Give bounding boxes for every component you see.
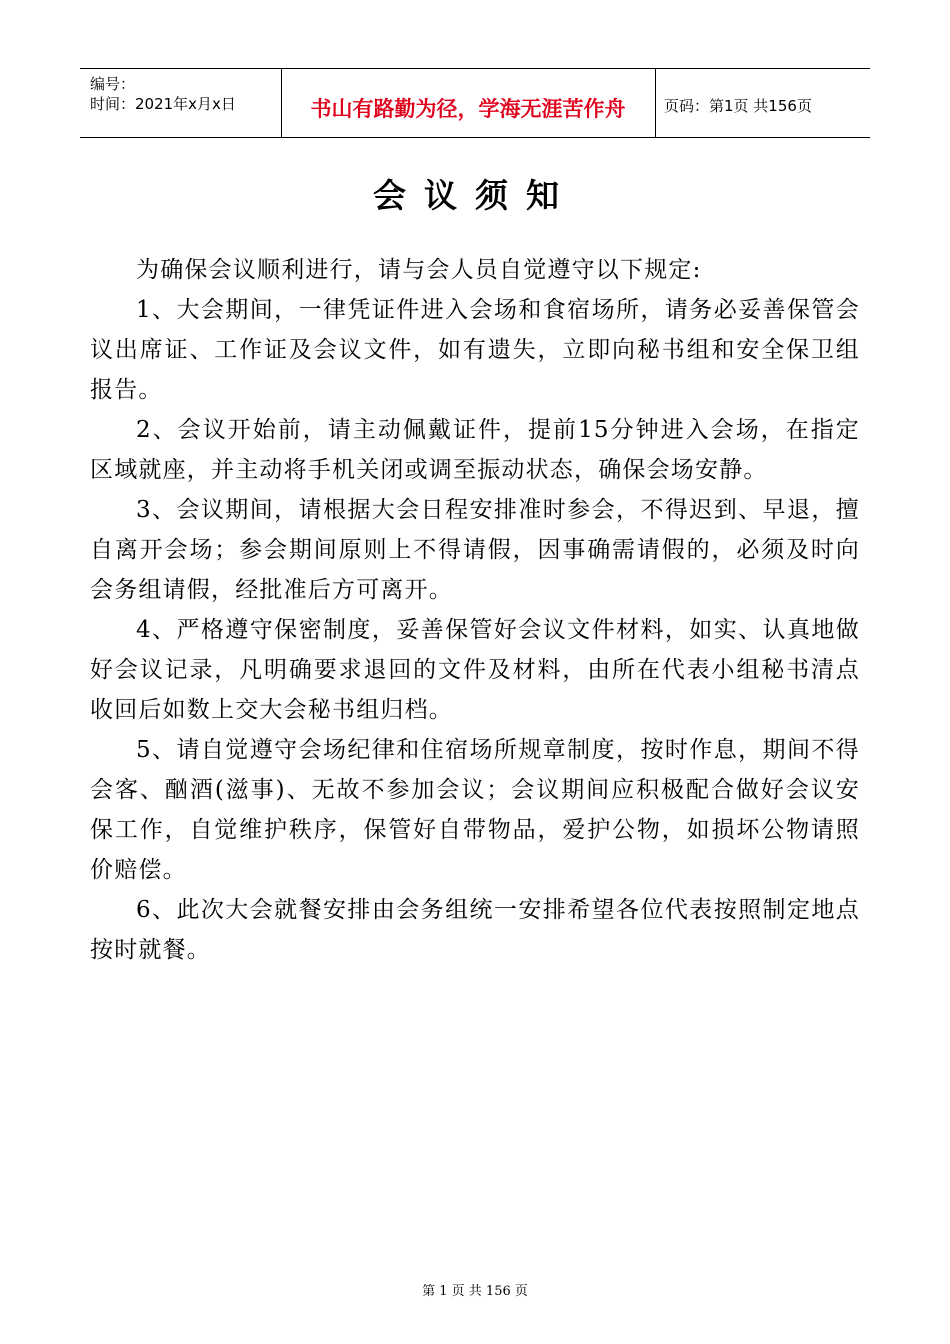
- time-label: 时间：2021年x月x日: [90, 95, 236, 113]
- paragraph-rule-6: 6、此次大会就餐安排由会务组统一安排希望各位代表按照制定地点按时就餐。: [90, 897, 860, 963]
- document-title: 会议须知: [373, 176, 577, 215]
- motto-text: 书山有路勤为径，学海无涯苦作舟: [310, 97, 626, 121]
- document-body: [90, 250, 860, 970]
- paragraph-intro: 为确保会议顺利进行，请与会人员自觉遵守以下规定:: [136, 257, 702, 283]
- header-motto-cell: [281, 69, 656, 137]
- header-info-cell: [80, 69, 282, 137]
- paragraph-rule-2: 2、会议开始前，请主动佩戴证件，提前15分钟进入会场，在指定区域就座，并主动将手机关闭或调至振动状态，确保会场安静。: [90, 417, 860, 483]
- paragraph-rule-3: 3、会议期间，请根据大会日程安排准时参会，不得迟到、早退，擅自离开会场；参会期间原则上不得请假，因事确需请假的，必须及时向会务组请假，经批准后方可离开。: [90, 497, 860, 603]
- paragraph-rule-4: 4、严格遵守保密制度，妥善保管好会议文件材料，如实、认真地做好会议记录，凡明确要求退回的文件及材料，由所在代表小组秘书清点收回后如数上交大会秘书组归档。: [90, 617, 860, 723]
- header-page-cell: [656, 69, 870, 137]
- serial-number-label: 编号：: [90, 75, 136, 93]
- header-table: [80, 68, 870, 138]
- paragraph-rule-1: 1、大会期间，一律凭证件进入会场和食宿场所，请务必妥善保管会议出席证、工作证及会议文件，如有遗失，立即向秘书组和安全保卫组报告。: [90, 297, 860, 403]
- paragraph-rule-5: 5、请自觉遵守会场纪律和住宿场所规章制度，按时作息，期间不得会客、酗酒(滋事)、无故不参加会议；会议期间应积极配合做好会议安保工作，自觉维护秩序，保管好自带物品，爱护公物，如损坏公物请照价赔偿。: [90, 737, 860, 883]
- page-footer: 第 1 页 共 156 页: [422, 1284, 528, 1299]
- page-info: 页码：第1页 共156页: [664, 97, 812, 115]
